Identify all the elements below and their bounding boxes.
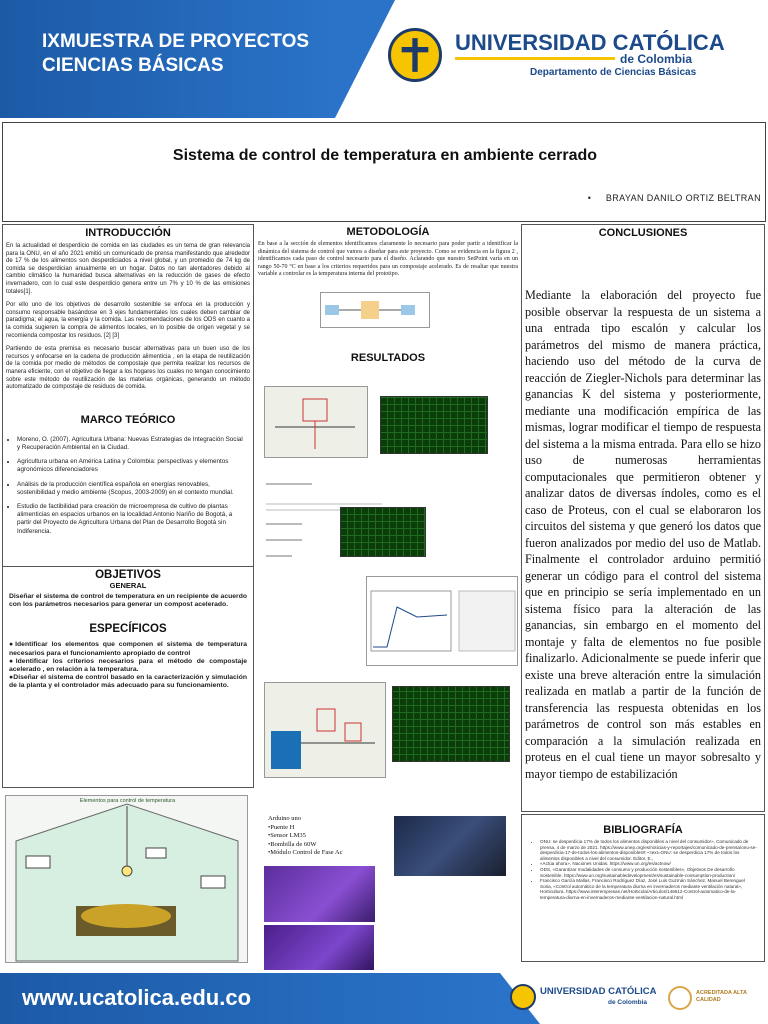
especifico-item: ●Identificar los criterios necesarios para el método de compostaje acelerado , en relación a la temperatura. xyxy=(9,657,247,674)
resultados-heading: RESULTADOS xyxy=(350,352,426,364)
objetivos-section xyxy=(2,566,254,788)
department-name: Departamento de Ciencias Básicas xyxy=(530,67,697,78)
author-name: • BRAYAN DANILO ORTIZ BELTRAN xyxy=(587,193,761,203)
diagram-title: Elementos para control de temperatura xyxy=(79,798,176,804)
metodologia-heading: METODOLOGÍA xyxy=(346,226,430,238)
event-title: IXMUESTRA DE PROYECTOS CIENCIAS BÁSICAS xyxy=(42,31,310,76)
resultados-components-list: Arduino uno •Puente H •Sensor LM35 •Bombilla de 60W •Módulo Control de Fase Ac xyxy=(268,815,343,856)
especificos-list xyxy=(9,641,247,690)
prototype-photo-2 xyxy=(264,866,375,922)
footer-university-sub: de Colombia xyxy=(608,999,648,1006)
footer-banner xyxy=(0,973,500,1024)
especifico-item: ●Identificar los elementos que componen el sistema de temperatura necesarios para el funcionamiento apropiado de control xyxy=(9,641,247,657)
footer-seal-icon xyxy=(510,984,536,1010)
bibliografia-item: • ONU: se desperdicia 17% de todos los alimentos disponibles a nivel del consumidor», Comunicado de prensa, 4 de marzo de 2021. https://www.unep.org/es/noticias-y-reportajes/comunicado-de-prensa/onu-se-desperdicia-17-de-todos-los-alimentos-disponibles#:~:text=ONU: se desperdicia 17% de todos los alimentos disponibles a nivel del consumidor. Editor, E., xyxy=(540,839,758,861)
oscilloscope-plot-2 xyxy=(340,507,426,557)
university-sub: de Colombia xyxy=(620,52,693,66)
intro-paragraph-2: Por ello uno de los objetivos de desarrollo sostenible se enfoca en la producción y consumo responsable basándose en 3 ejes fundamentales los cuales deben cambiar de paradigma; el agua, la energía y la comida. Las recomendaciones de los ODS en cuanto a la comida sugieren la compra de alimentos locales, en lo posible de origen vegetal y se recomienda compostar los residuos. [2] [3] xyxy=(6,302,250,339)
matlab-response-plot xyxy=(366,576,518,666)
accreditation-text: ACREDITADA ALTA CALIDAD xyxy=(696,990,747,1003)
accreditation-badge xyxy=(668,982,760,1016)
bibliografia-section xyxy=(521,814,765,962)
bibliografia-item: • Francisco García Mallas, Francisco Rodríguez Díaz, José Luis Guzmán Sánchez, Manuel Berenguel Soria, «Control automático de la temperatura diurna en invernaderos mediante ventilación natural», Horticultura. https://www.interempresas.net/Horticola/Articulos/146612-Control-automatico-de-la-temperatura-diurna-en-invernaderos-mediante-ventilacion-natural.html xyxy=(540,878,758,900)
conclusiones-section xyxy=(521,224,765,812)
marco-heading: MARCO TEÓRICO xyxy=(80,413,176,426)
logo-divider xyxy=(455,57,615,60)
especificos-heading: ESPECÍFICOS xyxy=(89,623,167,636)
intro-paragraph-3: Partiendo de esta premisa es necesario buscar alternativas para un buen uso de los recursos y enfocarse en la cadena de producción alimenticia , en la etapa de reutilización de la comida por medio de métodos de compostaje que permita realizar los recursos de manera eficiente, con el objetivo de llegar a los hogares los cuales no tengan conocimiento sobre este método de reutilización de las materias orgánicas, generando un método automatizado de compostaje de residuos de comida. xyxy=(6,346,250,391)
prototype-photo-1 xyxy=(394,816,506,876)
footer-url[interactable]: www.ucatolica.edu.co xyxy=(22,985,252,1010)
objetivos-heading: OBJETIVOS xyxy=(95,569,161,581)
control-loop-figure xyxy=(320,292,430,328)
conclusiones-heading: CONCLUSIONES xyxy=(598,227,688,239)
title-box xyxy=(2,122,766,222)
footer-logo-block xyxy=(508,978,763,1020)
footer-university-name: UNIVERSIDAD CATÓLICA xyxy=(540,986,657,997)
bibliografia-item: • ODS, «Garantizar modalidades de consumo y producción sostenibles», Objetivos De desarrollo Sostenible. https://www.un.org/sustainabledevelopment/es/sustainable-consumption-production/ xyxy=(540,867,758,878)
poster-title: Sistema de control de temperatura en ambiente cerrado xyxy=(172,147,598,164)
university-name: UNIVERSIDAD CATÓLICA xyxy=(455,30,725,55)
intro-heading: INTRODUCCIÓN xyxy=(85,227,171,239)
marco-item: • Agricultura urbana en América Latina y Colombia: perspectivas y elementos agronómicos diferenciadores xyxy=(17,458,247,474)
especifico-item: ●Diseñar el sistema de control basado en la caracterización y simulación de la planta y el controlador más adecuado para su funcionamiento. xyxy=(9,674,247,690)
elements-diagram xyxy=(5,795,248,963)
marco-item: • Moreno, O. (2007). Agricultura Urbana: Nuevas Estrategias de Integración Social y Recuperación Ambiental en la Ciudad. xyxy=(17,436,247,452)
bibliografia-item: • «Actúa ahora», Naciones Unidas. https://www.un.org/es/actnow/ xyxy=(540,861,758,867)
circuit-schematic-2 xyxy=(264,682,386,778)
oscilloscope-plot-1 xyxy=(380,396,488,454)
bibliografia-heading: BIBLIOGRAFÍA xyxy=(603,824,683,836)
conclusiones-text: Mediante la elaboración del proyecto fue posible observar la respuesta de un sistema a una entrada tipo escalón y calcular los parámetros del mismo de manera práctica, haciendo uso del método de la curva de reacción de Ziegler-Nichols para determinar las ganancias K del sistema y posteriormente, mediante una modificación empírica de las mismas, lograr modificar el tiempo de respuesta del sistema a la misma entrada. Para ello se hizo uso de numerosas herramientas computacionales que permitieron obtener y analizar datos de diversas índoles, como es el caso de Proteus, con el cual se elaboraron los circuitos del sistema y que generó los datos que fueron analizados por medio del uso de Matlab. Finalmente el controlador arduino permitió generar un código para el control del sistema que en principio se sería implementado en un sistema físico para la alteración de las ganancias, sin embargo en el momento del montaje y falta de elementos no fue posible finalizarlo. Adicionalmente se puede inferir que existe una breve alteración entre la simulación realizada en matlab a partir de la función de transferencia las respuesta obtenidas en los parámetros de control son más estables en comparación a la simulación realizada en proteus en el cual tiene un mayor sobresalto y mayor tiempo de estabilización xyxy=(525,288,761,781)
marco-item: • Análisis de la producción científica española en energías renovables, sostenibilidad y medio ambiente (Scopus, 2003-2009) en el contexto mundial. xyxy=(17,481,247,497)
general-objective: Diseñar el sistema de control de temperatura en un recipiente de acuerdo con los parámetros necesarios para generar un compost acelerado. xyxy=(9,593,247,609)
general-label: GENERAL xyxy=(109,581,147,590)
metodologia-text: En base a la sección de elementos identificamos claramente lo necesario para poder partir a identificar la dinámica del sistema de control que vamos a diseñar para este proyecto. Como se evidencia en la figura 2 , identificamos cada paso de control necesario para el diseño. Aclarando que nuestro SetPoint varía en un rango 50-70 °C en base a los criterios requeridos para un compostaje acelerado. Es de resaltar que nuestra variable a controlar es la temperatura interna del prototipo. xyxy=(258,241,518,278)
intro-paragraph-1: En la actualidad el desperdicio de comida en las ciudades es un tema de gran relevancia para la ONU, en el año 2021 emitió un comunicado de prensa manifestando que alrededor de 17 % de los alimentos son desperdiciados a nivel global, y un promedio de 74 kg de comida se desperdician anualmente en un hogar. Datos no tan alentadores debido al cambio climático la humanidad busca alternativas en la reducción de gases de efecto invernadero, con lo cual este desperdicio genera entre un 7% y 10 % de las emisiones totales[1]. xyxy=(6,243,250,295)
university-seal-icon xyxy=(388,28,442,82)
oscilloscope-plot-3 xyxy=(392,686,510,762)
bibliografia-list xyxy=(540,839,758,901)
prototype-photo-3 xyxy=(264,925,374,970)
greenhouse-diagram xyxy=(6,796,249,964)
header-banner xyxy=(0,0,768,118)
metodologia-section xyxy=(256,224,520,344)
accreditation-seal-icon xyxy=(668,986,692,1010)
circuit-schematic-1 xyxy=(264,386,368,458)
marco-item: • Estudio de factibilidad para creación de microempresa de cultivo de plantas alimenticias en espacios urbanos en la localidad Antonio Nariño de Bogotá, a partir del Proyecto de Agricultura Urbana del Plan de Desarrollo Bogotá sin Indiferencia. xyxy=(17,503,247,536)
marco-list xyxy=(17,436,247,536)
